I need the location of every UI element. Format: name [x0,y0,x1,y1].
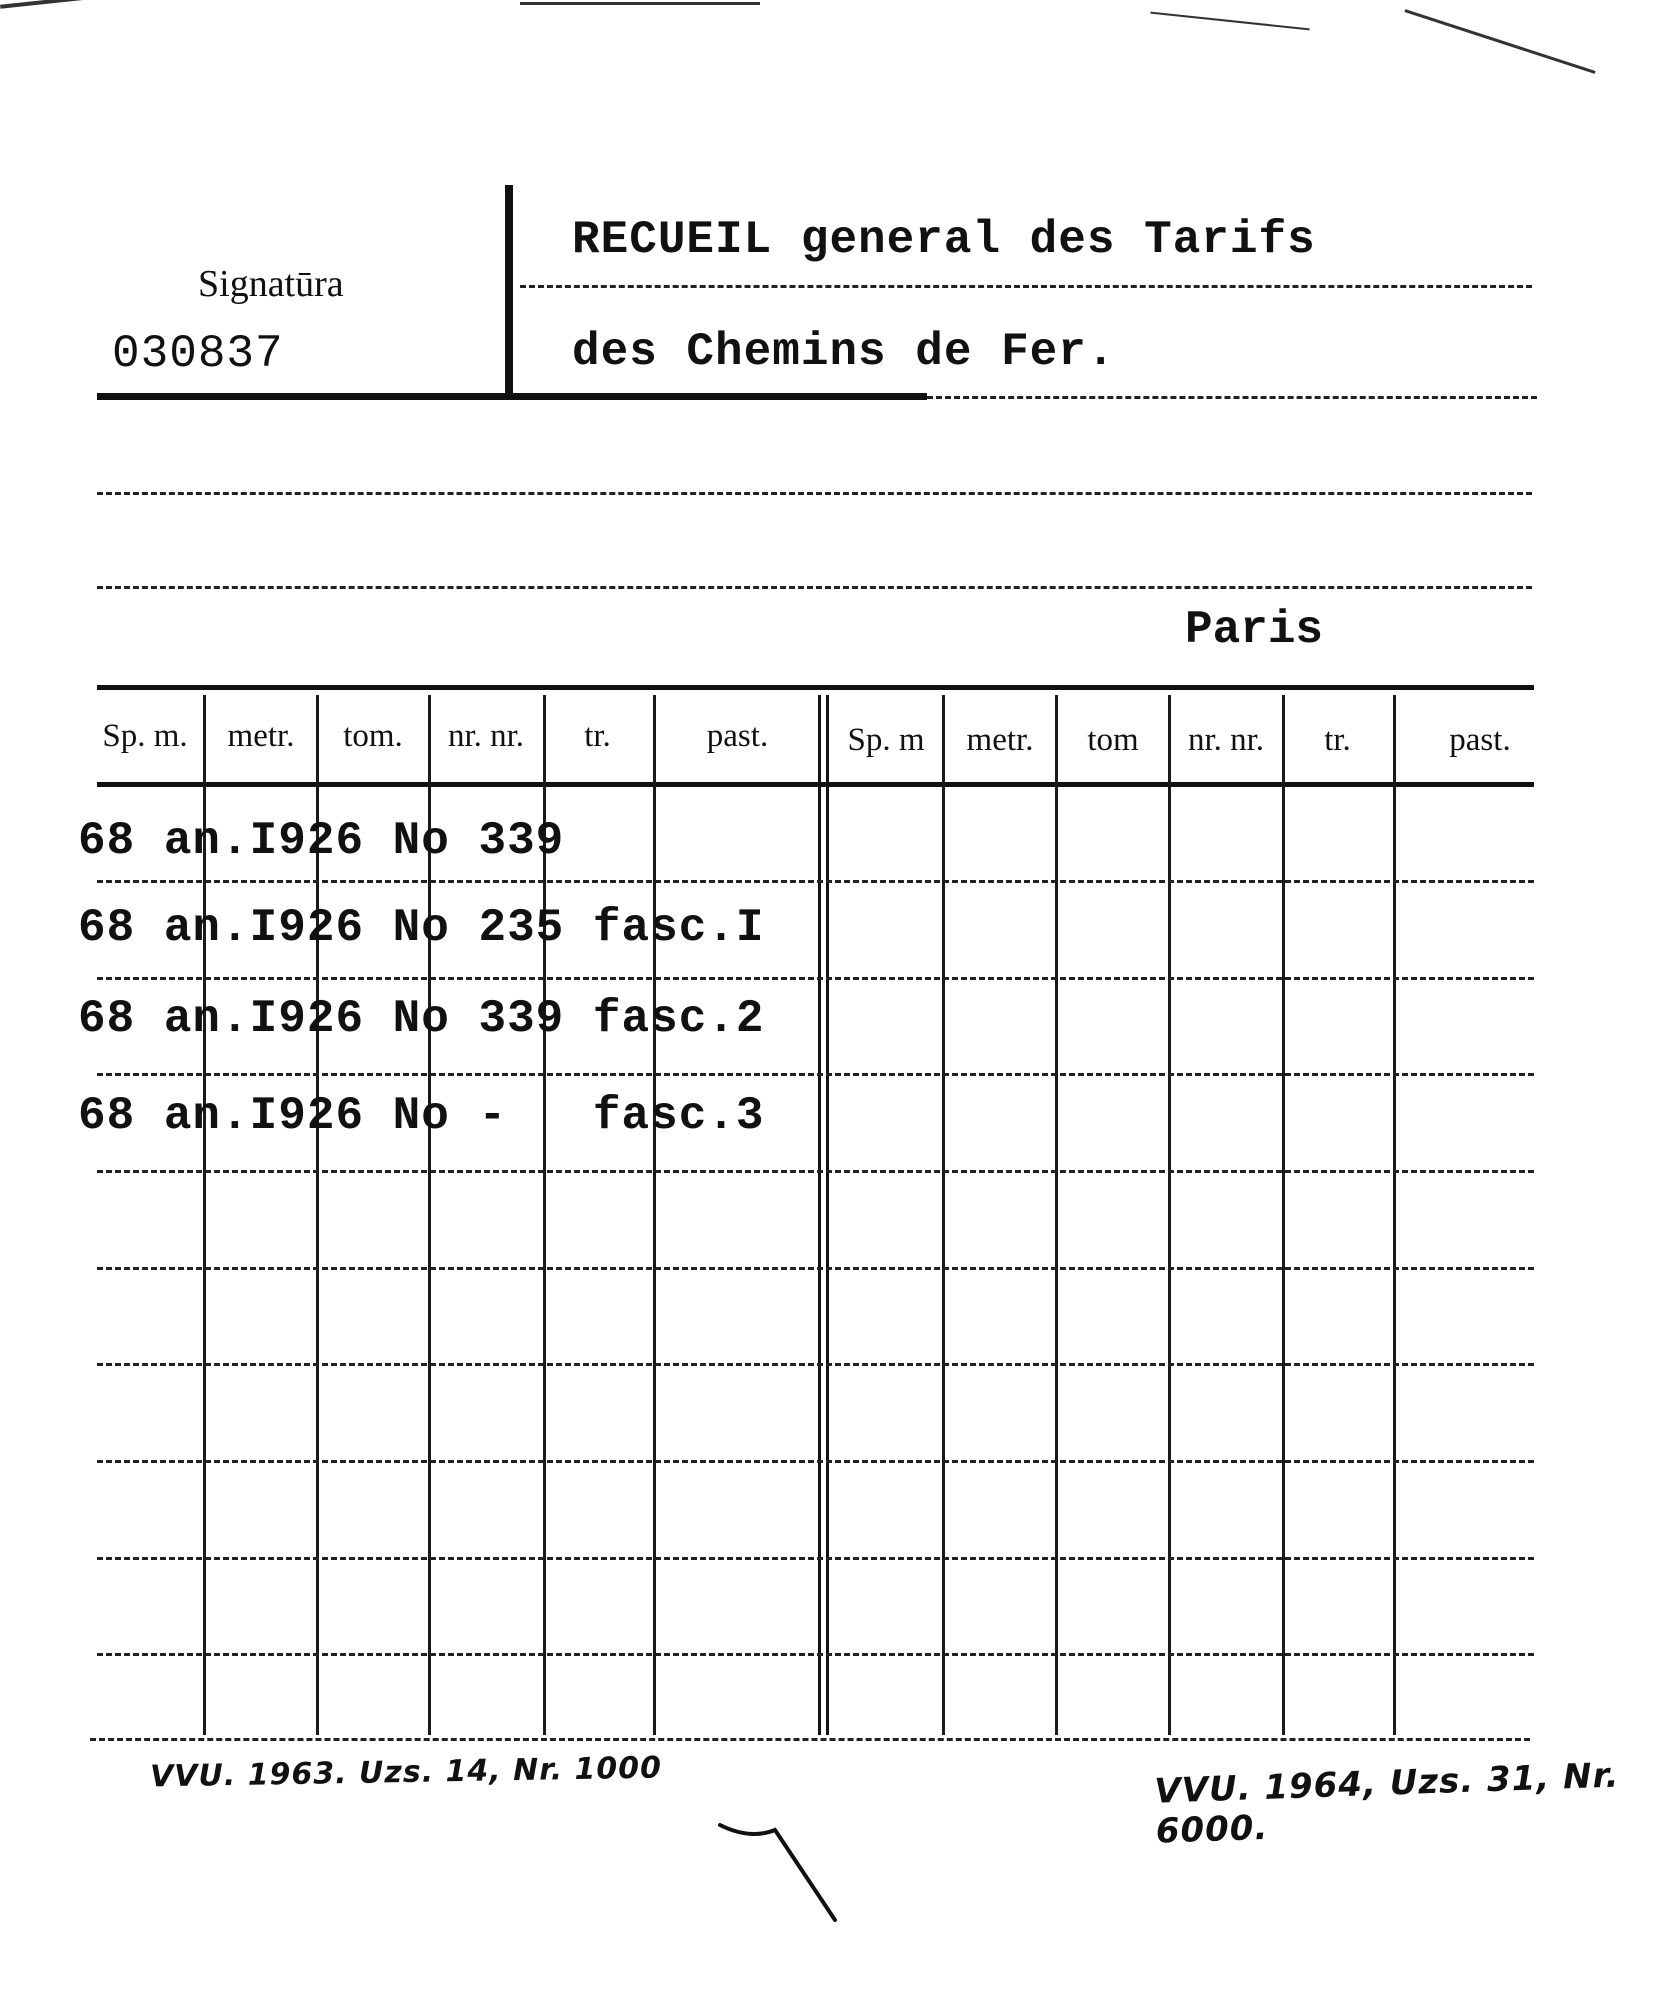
header-divider [505,185,513,393]
header-rule-continued [927,396,1537,399]
handwritten-note-left: VVU. 1963. Uzs. 14, Nr. 1000 [149,1750,663,1795]
col-header-tr: tr. [584,718,611,754]
col-header-sp-m-right: Sp. m [847,722,925,758]
scan-edge-mark [1404,9,1595,74]
header-rule [97,393,927,400]
col-header-nr-nr: nr. nr. [447,718,525,754]
ruled-line [97,492,1532,495]
col-header-tom-right: tom [1087,722,1139,758]
column-divider [1168,695,1171,1735]
row-rule [97,977,1534,980]
col-header-metr: metr. [227,718,295,754]
column-divider [942,695,945,1735]
column-divider [653,695,656,1735]
col-header-past-right: past. [1449,722,1511,758]
table-bottom-rule [90,1738,1530,1741]
center-double-divider [826,695,829,1735]
col-header-past: past. [706,718,769,754]
scan-edge-mark [520,2,760,5]
col-header-tom: tom. [343,718,403,754]
table-entry: 68 an.I926 No 339 fasc.2 [78,993,765,1045]
row-rule [97,1363,1534,1366]
document-title-line-1: RECUEIL general des Tarifs [572,214,1316,266]
column-divider [1055,695,1058,1735]
scan-edge-mark [0,0,90,9]
table-top-rule [97,685,1534,690]
table-entry: 68 an.I926 No 235 fasc.I [78,902,765,954]
table-entry: 68 an.I926 No - fasc.3 [78,1090,765,1142]
document-title-line-2: des Chemins de Fer. [572,326,1116,378]
col-header-tr-right: tr. [1324,722,1351,758]
scan-edge-mark [1150,12,1309,31]
column-header-rule [97,782,1534,787]
row-rule [97,880,1534,883]
row-rule [97,1267,1534,1270]
signature-value: 030837 [112,328,284,380]
signature-label: Signatūra [198,263,344,305]
table-entry: 68 an.I926 No 339 [78,815,565,867]
col-header-nr-nr-right: nr. nr. [1187,722,1265,758]
title-underline [520,285,1532,288]
ruled-line [97,586,1532,589]
row-rule [97,1653,1534,1656]
row-rule [97,1170,1534,1173]
row-rule [97,1557,1534,1560]
center-double-divider [818,695,821,1735]
col-header-sp-m: Sp. m. [102,718,188,754]
handwritten-note-right: VVU. 1964, Uzs. 31, Nr. 6000. [1153,1755,1620,1852]
column-divider [1393,695,1396,1735]
pen-stroke-mark [700,1800,860,1930]
place-label: Paris [1185,604,1324,656]
row-rule [97,1073,1534,1076]
col-header-metr-right: metr. [966,722,1034,758]
row-rule [97,1460,1534,1463]
column-divider [1282,695,1285,1735]
